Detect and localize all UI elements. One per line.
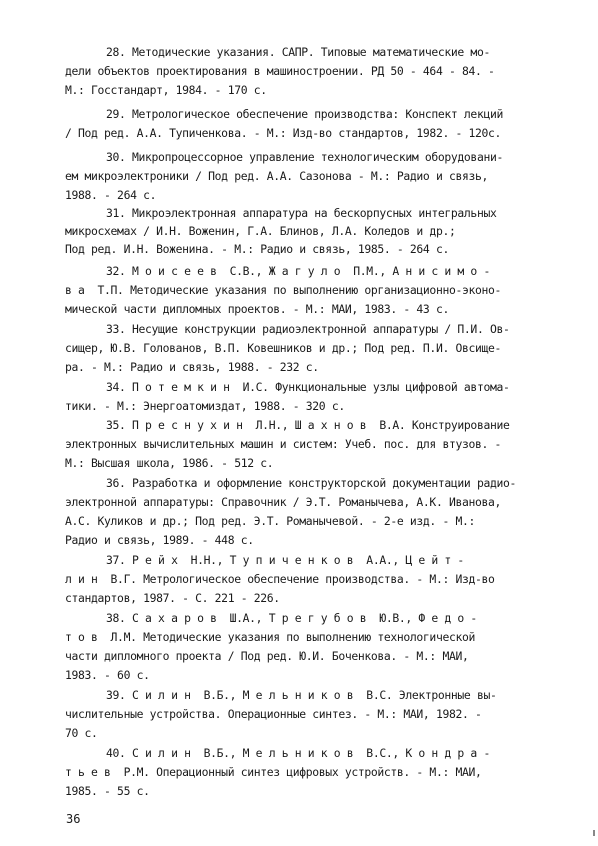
entry-39-line-3: 70 с.: [65, 726, 98, 740]
entry-40-line-1: 40. С и л и н В.Б., М е л ь н и к о в В.С., К о н д р а -: [106, 746, 490, 760]
entry-30-line-1: 30. Микропроцессорное управление технологическим оборудовани-: [106, 150, 503, 164]
entry-38-line-4: 1983. - 60 с.: [65, 668, 150, 682]
entry-29-line-2: / Под ред. А.А. Тупиченкова. - М.: Изд-во стандартов, 1982. - 120с.: [65, 126, 502, 140]
entry-28-line-1: 28. Методические указания. САПР. Типовые математические мо-: [106, 45, 490, 59]
entry-40-line-2: т ь е в Р.М. Операционный синтез цифровых устройств. - М.: МАИ,: [65, 765, 482, 779]
entry-36-line-4: Радио и связь, 1989. - 448 с.: [65, 533, 254, 547]
entry-36-line-1: 36. Разработка и оформление конструкторской документации радио-: [106, 476, 516, 490]
entry-31-line-1: 31. Микроэлектронная аппаратура на бескорпусных интегральных: [106, 206, 497, 220]
entry-37-line-1: 37. Р е й х Н.Н., Т у п и ч е н к о в А.А., Ц е й т -: [106, 553, 464, 567]
entry-34-line-2: тики. - М.: Энергоатомиздат, 1988. - 320 с.: [65, 399, 345, 413]
entry-36-line-3: А.С. Куликов и др.; Под ред. Э.Т. Романычевой. - 2-е изд. - М.:: [65, 514, 475, 528]
entry-36-line-2: электронной аппаратуры: Справочник / Э.Т. Романычева, А.К. Иванова,: [65, 495, 502, 509]
entry-38-line-1: 38. С а х а р о в Ш.А., Т р е г у б о в Ю.В., Ф е д о -: [106, 611, 477, 625]
entry-31-line-3: Под ред. И.Н. Воженина. - М.: Радио и связь, 1985. - 264 с.: [65, 242, 449, 256]
entry-34-line-1: 34. П о т е м к и н И.С. Функциональные узлы цифровой автома-: [106, 380, 510, 394]
entry-30-line-2: ем микроэлектроники / Под ред. А.А. Сазонова - М.: Радио и связь,: [65, 169, 489, 183]
entry-33-line-3: ра. - М.: Радио и связь, 1988. - 232 с.: [65, 360, 319, 374]
entry-32-line-1: 32. М о и с е е в С.В., Ж а г у л о П.М., А н и с и м о -: [106, 264, 490, 278]
page-number: 36: [66, 812, 81, 826]
entry-35-line-2: электронных вычислительных машин и систем: Учеб. пос. для втузов. -: [65, 437, 502, 451]
entry-32-line-3: мической части дипломных проектов. - М.: МАИ, 1983. - 43 с.: [65, 302, 449, 316]
entry-35-line-3: М.: Высшая школа, 1986. - 512 с.: [65, 456, 274, 470]
entry-28-line-3: М.: Госстандарт, 1984. - 170 с.: [65, 83, 267, 97]
entry-33-line-2: сищер, Ю.В. Голованов, В.П. Ковешников и др.; Под ред. П.И. Овсище-: [65, 341, 502, 355]
entry-38-line-3: части дипломного проекта / Под ред. Ю.И. Боченкова. - М.: МАИ,: [65, 649, 469, 663]
entry-37-line-2: л и н В.Г. Метрологическое обеспечение производства. - М.: Изд-во: [65, 572, 495, 586]
entry-35-line-1: 35. П р е с н у х и н Л.Н., Ш а х н о в В.А. Конструирование: [106, 418, 510, 432]
scan-speck: [593, 830, 595, 836]
entry-40-line-3: 1985. - 55 с.: [65, 784, 150, 798]
entry-32-line-2: в а Т.П. Методические указания по выполнению организационно-эконо-: [65, 283, 502, 297]
entry-28-line-2: дели объектов проектирования в машиностроении. РД 50 - 464 - 84. -: [65, 64, 495, 78]
entry-39-line-2: числительные устройства. Операционные синтез. - М.: МАИ, 1982. -: [65, 707, 482, 721]
entry-30-line-3: 1988. - 264 с.: [65, 188, 157, 202]
entry-29-line-1: 29. Метрологическое обеспечение производства: Конспект лекций: [106, 107, 503, 121]
entry-37-line-3: стандартов, 1987. - С. 221 - 226.: [65, 591, 280, 605]
entry-33-line-1: 33. Несущие конструкции радиоэлектронной аппаратуры / П.И. Ов-: [106, 322, 510, 336]
entry-39-line-1: 39. С и л и н В.Б., М е л ь н и к о в В.С. Электронные вы-: [106, 688, 497, 702]
entry-38-line-2: т о в Л.М. Методические указания по выполнению технологической: [65, 630, 475, 644]
entry-31-line-2: микросхемах / И.Н. Воженин, Г.А. Блинов, Л.А. Коледов и др.;: [65, 224, 456, 238]
